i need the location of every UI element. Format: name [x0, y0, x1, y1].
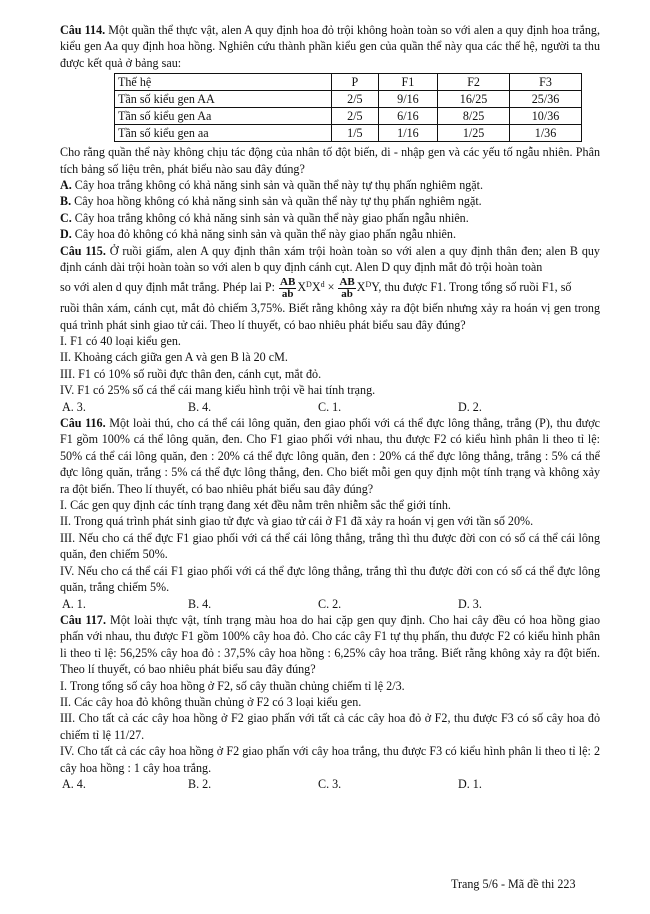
genotype-fraction: [338, 277, 355, 300]
table-cell: 9/16: [378, 91, 437, 108]
statement: IV. Cho tất cả các cây hoa hồng ở F2 giao phấn với cây hoa trắng, thu được F3 có kiểu hình phân li theo tỉ lệ: 2 cây hoa hồng : 1 cây hoa trắng.: [60, 744, 600, 775]
answer-option-a[interactable]: A. 4.: [62, 776, 86, 791]
option-text: Cây hoa trắng không có khả năng sinh sản và quần thể này giao phấn ngẫu nhiên.: [74, 210, 469, 225]
question-116: [60, 415, 600, 612]
question-followup: Cho rằng quần thể này không chịu tác động của nhân tố đột biến, di - nhập gen và các yếu tố ngẫu nhiên. Phân tích bảng số liệu trên, phát biểu nào sau đây đúng?: [60, 145, 600, 176]
question-label: Câu 115.: [60, 243, 106, 258]
table-cell: 1/5: [332, 125, 379, 142]
table-header-cell: P: [332, 74, 379, 91]
table-header-row: [115, 74, 582, 91]
statement: III. Cho tất cả các cây hoa hồng ở F2 giao phấn với tất cả các cây hoa đỏ ở F2, thu được F3 có số cây hoa đỏ chiếm tỉ lệ 11/27.: [60, 711, 600, 742]
table-cell: Tần số kiểu gen Aa: [115, 108, 332, 125]
statement: I. Các gen quy định các tính trạng đang xét đều nằm trên nhiễm sắc thể giới tính.: [60, 498, 451, 513]
answer-row: [60, 776, 600, 792]
question-text: Một quần thể thực vật, alen A quy định hoa đỏ trội không hoàn toàn so với alen a quy định hoa trắng, kiểu gen Aa quy định hoa hồng. Nghiên cứu thành phần kiểu gen của quần thể này qua các thế hệ, người ta thu được kết quả ở bảng sau:: [60, 23, 600, 70]
fraction-denominator: ab: [281, 288, 294, 301]
option-text: Cây hoa hồng không có khả năng sinh sản và quần thể này tự thụ phấn nghiêm ngặt.: [74, 194, 482, 209]
table-header-cell: F3: [510, 74, 582, 91]
table-cell: Tần số kiểu gen AA: [115, 91, 332, 108]
option-text: Cây hoa trắng không có khả năng sinh sản và quần thể này tự thụ phấn nghiêm ngặt.: [74, 178, 484, 193]
answer-option-a[interactable]: A. 3.: [62, 399, 86, 414]
answer-row: [60, 399, 600, 415]
answer-option-d[interactable]: D. 3.: [458, 596, 482, 611]
statement: II. Các cây hoa đỏ không thuần chủng ở F2 có 3 loại kiểu gen.: [60, 694, 362, 709]
table-cell: 6/16: [378, 108, 437, 125]
fraction-denominator: ab: [341, 288, 353, 301]
table-cell: 2/5: [332, 108, 379, 125]
answer-row: [60, 596, 600, 612]
genotype-table: [114, 73, 582, 142]
answer-option-b[interactable]: B. 4.: [188, 596, 212, 611]
table-cell: 10/36: [510, 108, 582, 125]
table-cell: 1/25: [438, 125, 510, 142]
statement: I. Trong tổng số cây hoa hồng ở F2, số cây thuần chủng chiếm tỉ lệ 2/3.: [60, 678, 405, 693]
answer-option-c[interactable]: C. 1.: [318, 399, 342, 414]
statement: III. F1 có 10% số ruồi đực thân đen, cánh cụt, mắt đỏ.: [60, 366, 322, 381]
question-label: Câu 114.: [60, 23, 106, 37]
table-header-cell: F2: [438, 74, 510, 91]
answer-option-b[interactable]: [60, 193, 600, 209]
answer-option-a[interactable]: A. 1.: [62, 596, 86, 611]
cross-outro: , thu được F1. Trong tổng số ruồi F1, số: [378, 280, 572, 295]
table-header-cell: Thế hệ: [115, 74, 332, 91]
allele-sup: d: [320, 280, 325, 290]
cross-formula-line: so với alen d quy định mắt trắng. Phép lai P: $\frac{AB}{ab}$ $X^DX^d$ × $\frac{AB}{ab}$ $X^DY$, thu được F1. Trong tổng số ruồi F1, số: [60, 276, 572, 301]
statement: I. F1 có 40 loại kiểu gen.: [60, 334, 181, 348]
question-117: [60, 612, 600, 792]
statement: II. Trong quá trình phát sinh giao tử đực và giao tử cái ở F1 đã xảy ra hoán vị gen với tần số 20%.: [60, 514, 534, 529]
times-sign: ×: [324, 280, 338, 295]
allele-sup: D: [365, 280, 372, 290]
option-text: Cây hoa đỏ không có khả năng sinh sản và quần thể này giao phấn ngẫu nhiên.: [74, 227, 456, 242]
cross-intro: so với alen d quy định mắt trắng. Phép lai P:: [60, 280, 275, 295]
option-key: C.: [60, 210, 72, 225]
question-text: Một loài thú, cho cá thể cái lông quăn, đen giao phối với cá thể đực lông thẳng, trắng (P), thu được F1 gồm 100% cá thể lông quăn, đen. Cho F1 giao phối với nhau, thu được F2 có kiểu hình phân li theo tỉ lệ: 50% cá thể cái lông quăn, đen : 20% cá thể đực lông quăn, đen : 20% cá thể đực lông thẳng, trắng : 5% cá thể đực lông quăn, trắng : 5% cá thể đực lông thẳng, đen. Cho biết mỗi gen quy định một tính trạng và không xảy ra đột biến. Theo lí thuyết, có bao nhiêu phát biểu sau đây đúng?: [60, 416, 600, 496]
question-text: Ở ruồi giấm, alen A quy định thân xám trội hoàn toàn so với alen a quy định thân đen; alen B quy định cánh dài trội hoàn toàn so với alen b quy định cánh cụt. Alen D quy định mắt đỏ trội hoàn toàn: [60, 243, 600, 275]
option-key: D.: [60, 227, 72, 242]
x-chromosome: X: [311, 280, 321, 295]
statement: III. Nếu cho cá thể đực F1 giao phối với cá thể cái lông thẳng, trắng thì thu được đời con có số cá thể cái lông quăn, đen chiếm 50%.: [60, 530, 600, 562]
table-cell: Tần số kiểu gen aa: [115, 125, 332, 142]
option-key: A.: [60, 178, 72, 193]
allele-sup: D: [306, 280, 312, 290]
question-text: ruồi thân xám, cánh cụt, mắt đỏ chiếm 3,75%. Biết rằng không xảy ra đột biến nhưng xảy ra hoán vị gen trong quá trình phát sinh giao tử cái. Theo lí thuyết, có bao nhiêu phát biểu sau đây đúng?: [60, 301, 600, 332]
table-cell: 16/25: [438, 91, 510, 108]
question-label: Câu 116.: [60, 416, 106, 431]
table-header-cell: F1: [378, 74, 437, 91]
table-row: [115, 108, 582, 125]
answer-option-b[interactable]: B. 2.: [188, 776, 212, 791]
table-cell: 1/36: [510, 125, 582, 142]
answer-option-d[interactable]: D. 2.: [458, 399, 482, 414]
fraction-numerator: AB: [339, 276, 355, 289]
table-row: [115, 91, 582, 108]
answer-option-b[interactable]: B. 4.: [188, 399, 212, 414]
genotype-fraction: [279, 277, 296, 300]
statement: II. Khoảng cách giữa gen A và gen B là 20 cM.: [60, 350, 288, 365]
answer-option-d[interactable]: [60, 226, 600, 242]
question-text: Một loài thực vật, tính trạng màu hoa do hai cặp gen quy định. Cho hai cây đều có hoa hồng giao phấn với nhau, thu được F1 gồm 100% cây hoa đỏ. Cho các cây F1 tự thụ phấn, thu được F2 có kiểu hình phân li theo tỉ lệ: 56,25% cây hoa đỏ : 37,5% cây hoa hồng : 6,25% cây hoa trắng. Biết rằng không xảy ra đột biến. Theo lí thuyết, có bao nhiêu phát biểu sau đây đúng?: [60, 612, 601, 677]
exam-content: [60, 22, 600, 792]
x-chromosome: X: [297, 280, 307, 295]
option-key: B.: [60, 194, 72, 209]
table-cell: 8/25: [438, 108, 510, 125]
statement: IV. F1 có 25% số cá thể cái mang kiểu hình trội về hai tính trạng.: [60, 383, 376, 398]
table-cell: 25/36: [510, 91, 582, 108]
statement: IV. Nếu cho cá thể cái F1 giao phối với cá thể đực lông thẳng, trắng thì thu được đời con có số cá thể đực lông quăn, trắng chiếm 5%.: [60, 563, 600, 595]
fraction-numerator: AB: [280, 276, 296, 289]
table-cell: 1/16: [378, 125, 437, 142]
answer-option-c[interactable]: C. 2.: [318, 596, 342, 611]
answer-option-a[interactable]: [60, 177, 600, 193]
table-cell: 2/5: [332, 91, 379, 108]
answer-option-d[interactable]: D. 1.: [458, 776, 482, 791]
question-114: [60, 22, 600, 243]
question-label: Câu 117.: [60, 612, 106, 627]
question-115: [60, 243, 600, 415]
page-footer: Trang 5/6 - Mã đề thi 223: [451, 877, 576, 891]
answer-option-c[interactable]: [60, 210, 600, 226]
x-chromosome: X: [356, 280, 366, 295]
answer-option-c[interactable]: C. 3.: [318, 776, 342, 791]
table-row: [115, 125, 582, 142]
